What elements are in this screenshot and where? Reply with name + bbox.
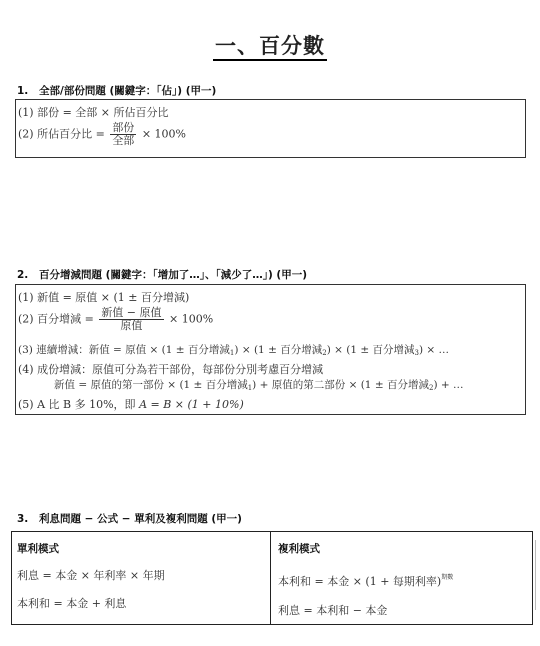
fraction-denominator: 全部	[112, 134, 135, 147]
compound-interest-formula: 利息 = 本利和 − 本金	[278, 604, 388, 617]
formula-label: (1)	[18, 291, 34, 304]
section-3-title: 利息問題 − 公式 − 單利及複利問題 (甲一)	[39, 513, 242, 525]
formula-text: ) × (1 ± 百分增減	[234, 344, 323, 356]
simple-amount-formula: 本利和 = 本金 + 利息	[17, 597, 127, 610]
section-1-heading	[17, 83, 216, 98]
formula-2-4	[18, 361, 323, 377]
formula-text: 連續增減：新值 = 原值 × (1 ± 百分增減	[36, 344, 230, 356]
formula-text: ) × (1 ± 百分增減	[326, 344, 415, 356]
fraction	[99, 307, 163, 332]
compound-interest-title: 複利模式	[278, 543, 320, 555]
section-2-box	[15, 284, 526, 415]
formula-text: 部份 = 全部 × 所佔百分比	[37, 106, 169, 119]
formula-expression: A = B × (1 + 10%)	[139, 398, 244, 411]
formula-2-3	[18, 342, 449, 357]
formula-text: 百分增減 =	[37, 312, 94, 326]
section-2-heading	[17, 267, 307, 282]
fraction-numerator: 部份	[112, 121, 135, 134]
formula-label: (1)	[18, 106, 34, 119]
compound-amount-formula	[278, 572, 453, 589]
formula-text: 成份增減：原值可分為若干部份，每部份分別考慮百分增減	[37, 363, 324, 376]
subscript: 2	[322, 349, 327, 357]
table-divider	[270, 532, 271, 624]
formula-text: ) + 原值的第二部份 × (1 ± 百分增減	[252, 379, 429, 391]
fraction-denominator: 原值	[120, 319, 143, 332]
formula-text: 本利和 = 本金 × (1 + 每期利率)	[278, 575, 442, 588]
section-3-heading	[17, 511, 242, 526]
formula-label: (2)	[18, 127, 34, 141]
fraction-numerator: 新值 − 原值	[101, 306, 162, 319]
formula-text: 新值 = 原值的第一部份 × (1 ± 百分增減	[54, 379, 248, 391]
formula-text: 新值 = 原值 × (1 ± 百分增減)	[37, 291, 190, 304]
subscript: 2	[428, 384, 434, 392]
simple-interest-formula: 利息 = 本金 × 年利率 × 年期	[17, 569, 165, 582]
section-1-title: 全部/部份問題 (關鍵字：「佔」) (甲一)	[39, 85, 217, 97]
simple-interest-title: 單利模式	[17, 543, 59, 555]
formula-text: 所佔百分比 =	[37, 127, 105, 141]
section-3-number: 3.	[17, 513, 29, 525]
interest-table	[11, 531, 533, 625]
formula-2-2	[18, 307, 213, 332]
fraction	[110, 122, 136, 147]
formula-2-5	[18, 396, 244, 412]
formula-2-1	[18, 289, 189, 305]
formula-2-4-continued	[54, 377, 464, 392]
subscript: 3	[414, 349, 419, 357]
formula-text: × 100%	[169, 312, 214, 326]
formula-1-2	[18, 122, 186, 147]
page-title: 一、百分數	[0, 30, 540, 60]
page-edge-divider	[535, 540, 539, 610]
formula-text: ) × …	[418, 344, 450, 356]
section-2-title: 百分增減問題 (關鍵字：「增加了…」、「減少了…」) (甲一)	[39, 269, 308, 281]
formula-text: ) + …	[433, 379, 464, 391]
formula-label: (3)	[18, 344, 33, 356]
formula-text: × 100%	[141, 127, 186, 141]
section-1-number: 1.	[17, 85, 29, 97]
section-2-number: 2.	[17, 269, 29, 281]
formula-label: (2)	[18, 312, 34, 326]
formula-1-1	[18, 104, 169, 120]
formula-label: (5)	[18, 398, 34, 411]
formula-text: A 比 B 多 10%，即	[37, 398, 136, 411]
section-1-box	[15, 99, 526, 158]
subscript: 1	[247, 384, 253, 392]
superscript: 期數	[441, 574, 454, 581]
subscript: 1	[229, 349, 235, 357]
formula-label: (4)	[18, 363, 34, 376]
